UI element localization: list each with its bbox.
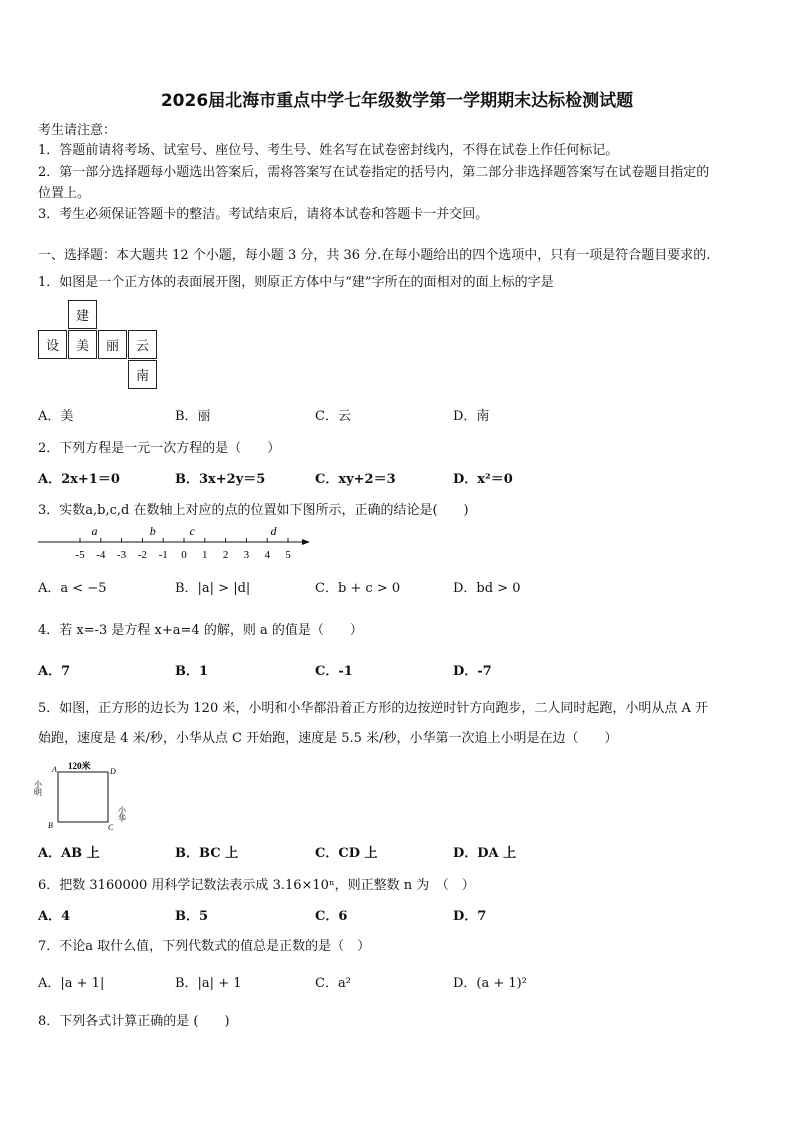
- option-c[interactable]: C．xy+2＝3: [315, 472, 396, 487]
- option-b[interactable]: B．BC 上: [175, 846, 239, 861]
- question-5-stem: 5．如图，正方形的边长为 120 米，小明和小华都沿着正方形的边按逆时针方向跑步，二人同时起跑，小明从点 A 开: [38, 701, 709, 716]
- option-b[interactable]: B．|a| + 1: [175, 976, 242, 991]
- option-b[interactable]: B．3x+2y＝5: [175, 472, 266, 487]
- net-face: 建: [68, 300, 97, 329]
- option-d[interactable]: D．x²＝0: [453, 472, 513, 487]
- option-b[interactable]: B．|a| > |d|: [175, 581, 251, 596]
- option-c[interactable]: C．云: [315, 409, 351, 424]
- net-face: 设: [38, 330, 67, 359]
- tick-label: 2: [222, 549, 229, 561]
- side-length-label: 120米: [68, 761, 91, 771]
- tick-label: 1: [202, 549, 208, 561]
- tick-label: -4: [96, 549, 106, 561]
- option-d[interactable]: D．-7: [453, 664, 492, 679]
- vertex-a-label: A: [52, 765, 57, 774]
- point-label: b: [149, 524, 156, 538]
- cube-net-figure: [38, 300, 160, 390]
- option-d[interactable]: D．7: [453, 909, 487, 924]
- net-face: 云: [128, 330, 157, 359]
- question-2-stem: 2．下列方程是一元一次方程的是（ ）: [38, 441, 281, 456]
- number-line-figure: [38, 518, 318, 564]
- point-label: c: [189, 524, 195, 538]
- net-face: 美: [68, 330, 97, 359]
- point-label: a: [91, 524, 98, 538]
- option-c[interactable]: C．CD 上: [315, 846, 378, 861]
- option-b[interactable]: B．丽: [175, 409, 211, 424]
- xiaohua-label: 小华: [117, 806, 127, 822]
- option-a[interactable]: A．AB 上: [38, 846, 100, 861]
- question-3-stem: 3．实数a,b,c,d 在数轴上对应的点的位置如下图所示，正确的结论是( ): [38, 503, 469, 518]
- tick-label: 4: [264, 549, 270, 561]
- option-a[interactable]: A．4: [38, 909, 71, 924]
- option-c[interactable]: C．-1: [315, 664, 353, 679]
- option-d[interactable]: D．(a + 1)²: [453, 976, 527, 991]
- tick-label: 0: [181, 549, 187, 561]
- question-7-stem: 7．不论a 取什么值，下列代数式的值总是正数的是（ ）: [38, 939, 371, 954]
- tick-label: -3: [117, 549, 127, 561]
- vertex-b-label: B: [48, 821, 53, 830]
- tick-label: -1: [158, 549, 168, 561]
- option-d[interactable]: D．DA 上: [453, 846, 517, 861]
- notice-item: 1．答题前请将考场、试室号、座位号、考生号、姓名写在试卷密封线内，不得在试卷上作任何标记。: [38, 143, 619, 158]
- option-a[interactable]: A．2x+1＝0: [38, 472, 120, 487]
- square-track-figure: [33, 760, 136, 832]
- question-6-stem: 6．把数 3160000 用科学记数法表示成 3.16×10ⁿ，则正整数 n 为 （ ）: [38, 878, 475, 893]
- question-5-stem: 始跑，速度是 4 米/秒，小华从点 C 开始跑，速度是 5.5 米/秒，小华第一次追上小明是在边（ ）: [38, 731, 618, 746]
- notice-item: 位置上。: [38, 186, 91, 201]
- option-c[interactable]: C．b + c > 0: [315, 581, 401, 596]
- option-a[interactable]: A．a < −5: [38, 581, 107, 596]
- tick-label: -5: [75, 549, 85, 561]
- notice-item: 2．第一部分选择题每小题选出答案后，需将答案写在试卷指定的括号内，第二部分非选择题答案写在试卷题目指定的: [38, 165, 710, 180]
- tick-label: 5: [285, 549, 291, 561]
- question-1-stem: 1．如图是一个正方体的表面展开图，则原正方体中与“建”字所在的面相对的面上标的字是: [38, 275, 554, 290]
- option-d[interactable]: D．bd > 0: [453, 581, 521, 596]
- notice-item: 3．考生必须保证答题卡的整洁。考试结束后，请将本试卷和答题卡一并交回。: [38, 207, 489, 222]
- option-a[interactable]: A．|a + 1|: [38, 976, 105, 991]
- question-8-stem: 8．下列各式计算正确的是 ( ): [38, 1014, 230, 1029]
- point-label: d: [270, 524, 277, 538]
- option-a[interactable]: A．美: [38, 409, 74, 424]
- question-4-stem: 4．若 x=-3 是方程 x+a=4 的解，则 a 的值是（ ）: [38, 623, 363, 638]
- page-title: 2026届北海市重点中学七年级数学第一学期期末达标检测试题: [160, 91, 634, 111]
- option-b[interactable]: B．1: [175, 664, 209, 679]
- vertex-c-label: C: [108, 823, 114, 832]
- option-d[interactable]: D．南: [453, 409, 490, 424]
- net-face: 南: [128, 360, 157, 389]
- tick-label: -2: [137, 549, 147, 561]
- section-heading: 一、选择题：本大题共 12 个小题，每小题 3 分，共 36 分.在每小题给出的四个选项中，只有一项是符合题目要求的.: [38, 248, 711, 263]
- option-a[interactable]: A．7: [38, 664, 71, 679]
- tick-label: 3: [243, 549, 250, 561]
- axis-arrow: [302, 539, 310, 545]
- square-shape: [58, 772, 108, 822]
- net-face: 丽: [98, 330, 127, 359]
- notice-heading: 考生请注意：: [38, 123, 117, 138]
- vertex-d-label: D: [110, 767, 116, 776]
- option-b[interactable]: B．5: [175, 909, 209, 924]
- xiaoming-label: 小明: [33, 780, 43, 796]
- option-c[interactable]: C．a²: [315, 976, 351, 991]
- option-c[interactable]: C．6: [315, 909, 348, 924]
